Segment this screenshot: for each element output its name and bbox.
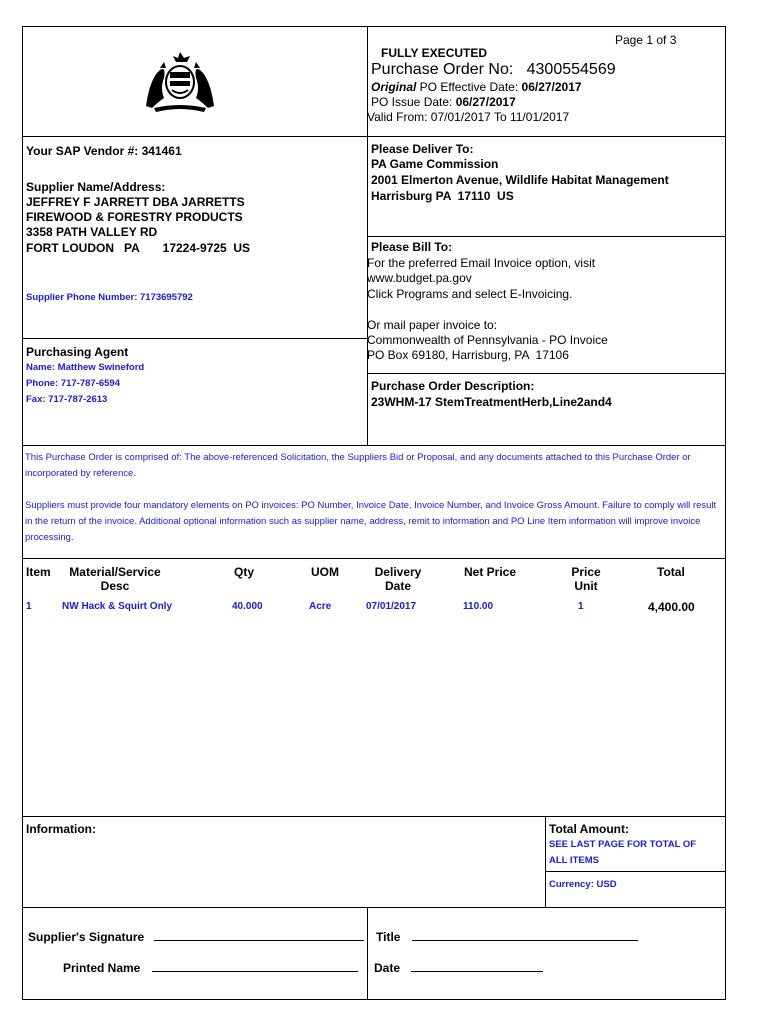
agent-phone: Phone: 717-787-6594	[26, 378, 120, 389]
bill-line-2: www.budget.pa.gov	[367, 271, 472, 285]
deliver-line-1: PA Game Commission	[371, 157, 499, 171]
effective-date-line	[371, 80, 582, 94]
description-label: Purchase Order Description:	[371, 379, 535, 393]
row-date: 07/01/2017	[366, 601, 417, 612]
h-line-header	[22, 136, 726, 137]
h-line-deliver	[367, 236, 726, 237]
col-item: Item	[26, 565, 51, 579]
h-line-bill	[367, 373, 726, 374]
status-label: FULLY EXECUTED	[381, 46, 488, 60]
col-qty: Qty	[234, 565, 255, 579]
row-item: 1	[26, 601, 32, 612]
total-note-2: ALL ITEMS	[549, 855, 599, 866]
row-qty: 40.000	[232, 601, 263, 612]
title-row	[376, 929, 638, 944]
title-field[interactable]	[412, 929, 638, 941]
deliver-label: Please Deliver To:	[371, 142, 474, 156]
bill-line-4: Or mail paper invoice to:	[367, 318, 498, 332]
issue-date: 06/27/2017	[455, 95, 516, 109]
bill-line-5: Commonwealth of Pennsylvania - PO Invoice	[367, 333, 608, 347]
page-number: Page 1 of 3	[615, 33, 677, 47]
row-desc: NW Hack & Squirt Only	[62, 601, 173, 612]
supplier-signature-label: Supplier's Signature	[28, 930, 145, 944]
deliver-line-2: 2001 Elmerton Avenue, Wildlife Habitat Management	[371, 173, 669, 187]
printed-name-row	[63, 960, 358, 975]
col-material-line1: Material/Service	[69, 565, 161, 579]
supplier-line-3: 3358 PATH VALLEY RD	[26, 225, 158, 239]
h-line-currency	[545, 871, 726, 872]
bill-label: Please Bill To:	[371, 240, 453, 254]
bill-line-3: Click Programs and select E-Invoicing.	[367, 287, 573, 301]
information-label: Information:	[26, 822, 96, 836]
supplier-signature-row	[28, 929, 364, 944]
v-line-totals	[545, 816, 546, 908]
col-net-price: Net Price	[464, 565, 517, 579]
col-total: Total	[657, 565, 685, 579]
row-total: 4,400.00	[648, 600, 695, 614]
agent-name: Name: Matthew Swineford	[26, 362, 145, 373]
total-note-1: SEE LAST PAGE FOR TOTAL OF	[549, 839, 697, 850]
agent-fax: Fax: 717-787-2613	[26, 394, 108, 405]
supplier-line-4: FORT LOUDON PA 17224-9725 US	[26, 241, 251, 255]
description-value: 23WHM-17 StemTreatmentHerb,Line2and4	[371, 395, 612, 409]
supplier-phone: Supplier Phone Number: 7173695792	[26, 292, 193, 303]
h-line-info	[22, 816, 726, 817]
col-delivery-line1: Delivery	[374, 565, 422, 579]
row-unit: 1	[578, 601, 584, 612]
po-label: Purchase Order No:	[371, 61, 514, 78]
supplier-line-2: FIREWOOD & FORESTRY PRODUCTS	[26, 210, 243, 224]
h-line-vendor	[22, 338, 368, 339]
frame-bottom	[22, 999, 726, 1000]
agent-label: Purchasing Agent	[26, 345, 129, 359]
col-delivery-line2: Date	[384, 579, 411, 593]
notice-terms: This Purchase Order is comprised of: The above-referenced Solicitation, the Suppliers Bid or Proposal, and any documents attached to this Purchase Order or incorporated by reference.	[25, 452, 691, 479]
original-word: Original	[371, 80, 417, 94]
row-net-price: 110.00	[463, 601, 494, 612]
deliver-line-3: Harrisburg PA 17110 US	[371, 189, 514, 203]
notice-invoice: Suppliers must provide four mandatory elements on PO invoices: PO Number, Invoice Date, Invoice Number, and Invoice Gross Amount. Failure to comply will result in the return of the invoice. Additional optional information such as supplier name, address, remit to information and PO Line Item information will improve invoice processing.	[25, 500, 717, 543]
frame-right	[725, 26, 726, 1000]
issue-label: PO Issue Date:	[371, 95, 456, 109]
col-price-line1: Price	[571, 565, 601, 579]
col-price-unit	[556, 565, 616, 593]
col-delivery	[360, 565, 436, 593]
date-field[interactable]	[411, 960, 543, 972]
issue-date-line	[371, 95, 516, 109]
currency: Currency: USD	[549, 879, 617, 890]
printed-name-label: Printed Name	[63, 961, 141, 975]
date-row	[374, 960, 543, 975]
frame-left	[22, 26, 23, 1000]
h-line-notices	[22, 445, 726, 446]
signature-field[interactable]	[154, 929, 364, 941]
bill-line-6: PO Box 69180, Harrisburg, PA 17106	[367, 348, 569, 362]
po-number-line	[371, 61, 616, 79]
h-line-table	[22, 558, 726, 559]
col-material	[60, 565, 170, 593]
supplier-name-label: Supplier Name/Address:	[26, 180, 166, 194]
total-amount-label: Total Amount:	[549, 822, 629, 836]
po-number: 4300554569	[526, 61, 616, 78]
valid-range: Valid From: 07/01/2017 To 11/01/2017	[367, 110, 570, 124]
col-material-line2: Desc	[100, 579, 130, 593]
date-label: Date	[374, 961, 401, 975]
v-line-signature	[367, 907, 368, 999]
bill-line-1: For the preferred Email Invoice option, visit	[367, 256, 596, 270]
effective-label: PO Effective Date:	[416, 80, 522, 94]
frame-top	[22, 26, 726, 27]
printed-name-field[interactable]	[152, 960, 358, 972]
title-label: Title	[376, 930, 401, 944]
row-uom: Acre	[309, 601, 332, 612]
col-uom: UOM	[311, 565, 339, 579]
sap-vendor: Your SAP Vendor #: 341461	[26, 144, 182, 158]
supplier-line-1: JEFFREY F JARRETT DBA JARRETTS	[26, 195, 245, 209]
pennsylvania-seal-icon	[140, 48, 220, 114]
h-line-signature	[22, 907, 726, 908]
effective-date: 06/27/2017	[521, 80, 582, 94]
col-price-line2: Unit	[574, 579, 598, 593]
